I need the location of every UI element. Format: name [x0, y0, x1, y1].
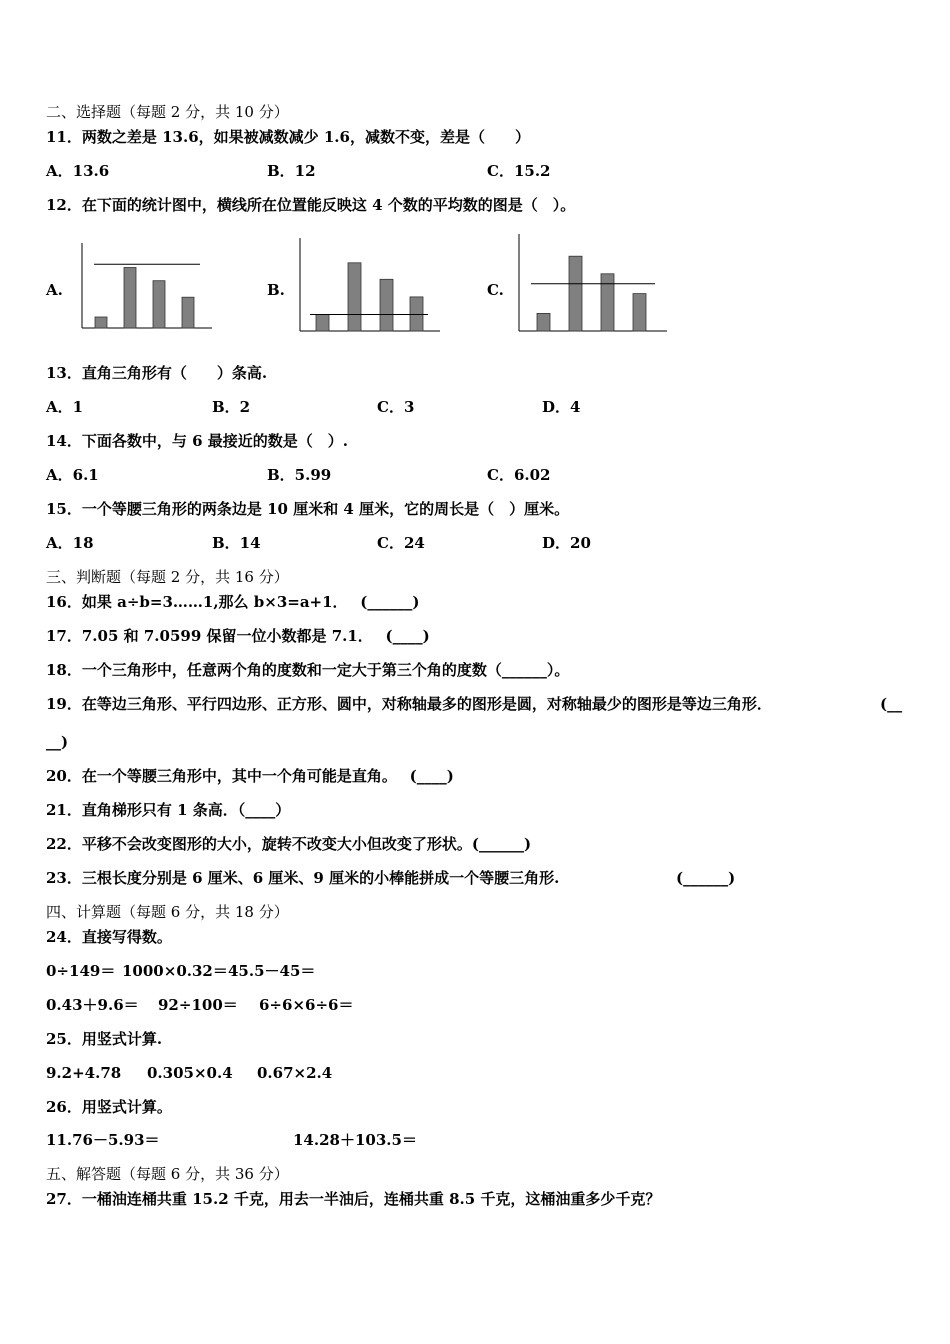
q15-option-d: D．20 [542, 534, 591, 552]
section-title-calc: 四、计算题（每题 6 分，共 18 分） [46, 903, 289, 921]
q11-option-a: A．13.6 [46, 162, 110, 180]
chart-a-bar-1 [95, 317, 107, 328]
q12-option-b-label: B. [267, 281, 285, 299]
question-26: 26．用竖式计算。 [46, 1098, 172, 1116]
q24-item-4: 0.43＋9.6＝ [46, 996, 139, 1014]
q13-option-c: C．3 [377, 398, 415, 416]
q12-chart-b [298, 232, 443, 333]
question-27: 27．一桶油连桶共重 15.2 千克，用去一半油后，连桶共重 8.5 千克，这桶油重多少千克？ [46, 1190, 661, 1208]
question-19: 19．在等边三角形、平行四边形、正方形、圆中，对称轴最多的图形是圆，对称轴最少的图形是等边三角形． [46, 695, 772, 713]
q23-answer-blank: (______) [676, 869, 736, 887]
q15-option-a: A．18 [46, 534, 94, 552]
q26-item-1: 11.76－5.93＝ [46, 1131, 160, 1149]
q25-item-2: 0.305×0.4 [147, 1064, 233, 1082]
question-22: 22．平移不会改变图形的大小，旋转不改变大小但改变了形状。(______) [46, 835, 532, 853]
q12-option-a-label: A. [46, 281, 63, 299]
q24-item-1: 0÷149＝ [46, 962, 116, 980]
q25-item-1: 9.2+4.78 [46, 1064, 122, 1082]
question-18: 18．一个三角形中，任意两个角的度数和一定大于第三个角的度数（______）。 [46, 661, 570, 679]
chart-b-bar-4 [410, 297, 423, 331]
question-24: 24．直接写得数。 [46, 928, 172, 946]
q15-option-b: B．14 [212, 534, 261, 552]
question-17: 17．7.05 和 7.0599 保留一位小数都是 7.1． (____) [46, 627, 430, 645]
q11-option-b: B．12 [267, 162, 316, 180]
q12-option-c-label: C. [487, 281, 504, 299]
q12-chart-c [517, 228, 669, 334]
section-title-choice: 二、选择题（每题 2 分，共 10 分） [46, 103, 289, 121]
section-title-judge: 三、判断题（每题 2 分，共 16 分） [46, 568, 289, 586]
question-15: 15．一个等腰三角形的两条边是 10 厘米和 4 厘米，它的周长是（ ）厘米。 [46, 500, 570, 518]
chart-c-bar-3 [601, 274, 614, 331]
question-20: 20．在一个等腰三角形中，其中一个角可能是直角。 (____) [46, 767, 454, 785]
q24-item-5: 92÷100＝ [158, 996, 238, 1014]
question-16: 16．如果 a÷b=3……1,那么 b×3=a+1． (______) [46, 593, 420, 611]
q24-item-6: 6÷6×6÷6＝ [259, 996, 354, 1014]
q24-item-2: 1000×0.32＝ [122, 962, 228, 980]
chart-b-bar-3 [380, 279, 393, 331]
q15-option-c: C．24 [377, 534, 425, 552]
chart-c-bar-2 [569, 256, 582, 331]
question-13: 13．直角三角形有（ ）条高. [46, 364, 268, 382]
chart-a-bar-4 [182, 297, 194, 328]
q13-option-d: D．4 [542, 398, 581, 416]
section-title-solve: 五、解答题（每题 6 分，共 36 分） [46, 1165, 289, 1183]
chart-b-bar-2 [348, 263, 361, 331]
q13-option-a: A．1 [46, 398, 84, 416]
question-11: 11．两数之差是 13.6，如果被减数减少 1.6，减数不变，差是（ ） [46, 128, 530, 146]
chart-b-bar-1 [316, 315, 329, 332]
question-25: 25．用竖式计算. [46, 1030, 163, 1048]
question-23: 23．三根长度分别是 6 厘米、6 厘米、9 厘米的小棒能拼成一个等腰三角形. [46, 869, 560, 887]
q12-chart-a [80, 238, 215, 333]
q26-item-2: 14.28＋103.5＝ [293, 1131, 417, 1149]
q25-item-3: 0.67×2.4 [257, 1064, 333, 1082]
q13-option-b: B．2 [212, 398, 251, 416]
question-21: 21．直角梯形只有 1 条高．（____） [46, 801, 291, 819]
chart-c-bar-1 [537, 313, 550, 331]
question-14: 14．下面各数中，与 6 最接近的数是（ ）. [46, 432, 348, 450]
chart-a-bar-3 [153, 281, 165, 328]
chart-a-bar-2 [124, 268, 136, 329]
q14-option-c: C．6.02 [487, 466, 551, 484]
q24-item-3: 45.5－45＝ [228, 962, 316, 980]
q14-option-a: A．6.1 [46, 466, 99, 484]
q19-answer-blank-start: (__ [880, 695, 903, 713]
chart-c-bar-4 [633, 294, 646, 331]
q11-option-c: C．15.2 [487, 162, 551, 180]
question-12: 12．在下面的统计图中，横线所在位置能反映这 4 个数的平均数的图是（ ）。 [46, 196, 576, 214]
q14-option-b: B．5.99 [267, 466, 332, 484]
q19-answer-blank-end: __) [46, 733, 69, 751]
